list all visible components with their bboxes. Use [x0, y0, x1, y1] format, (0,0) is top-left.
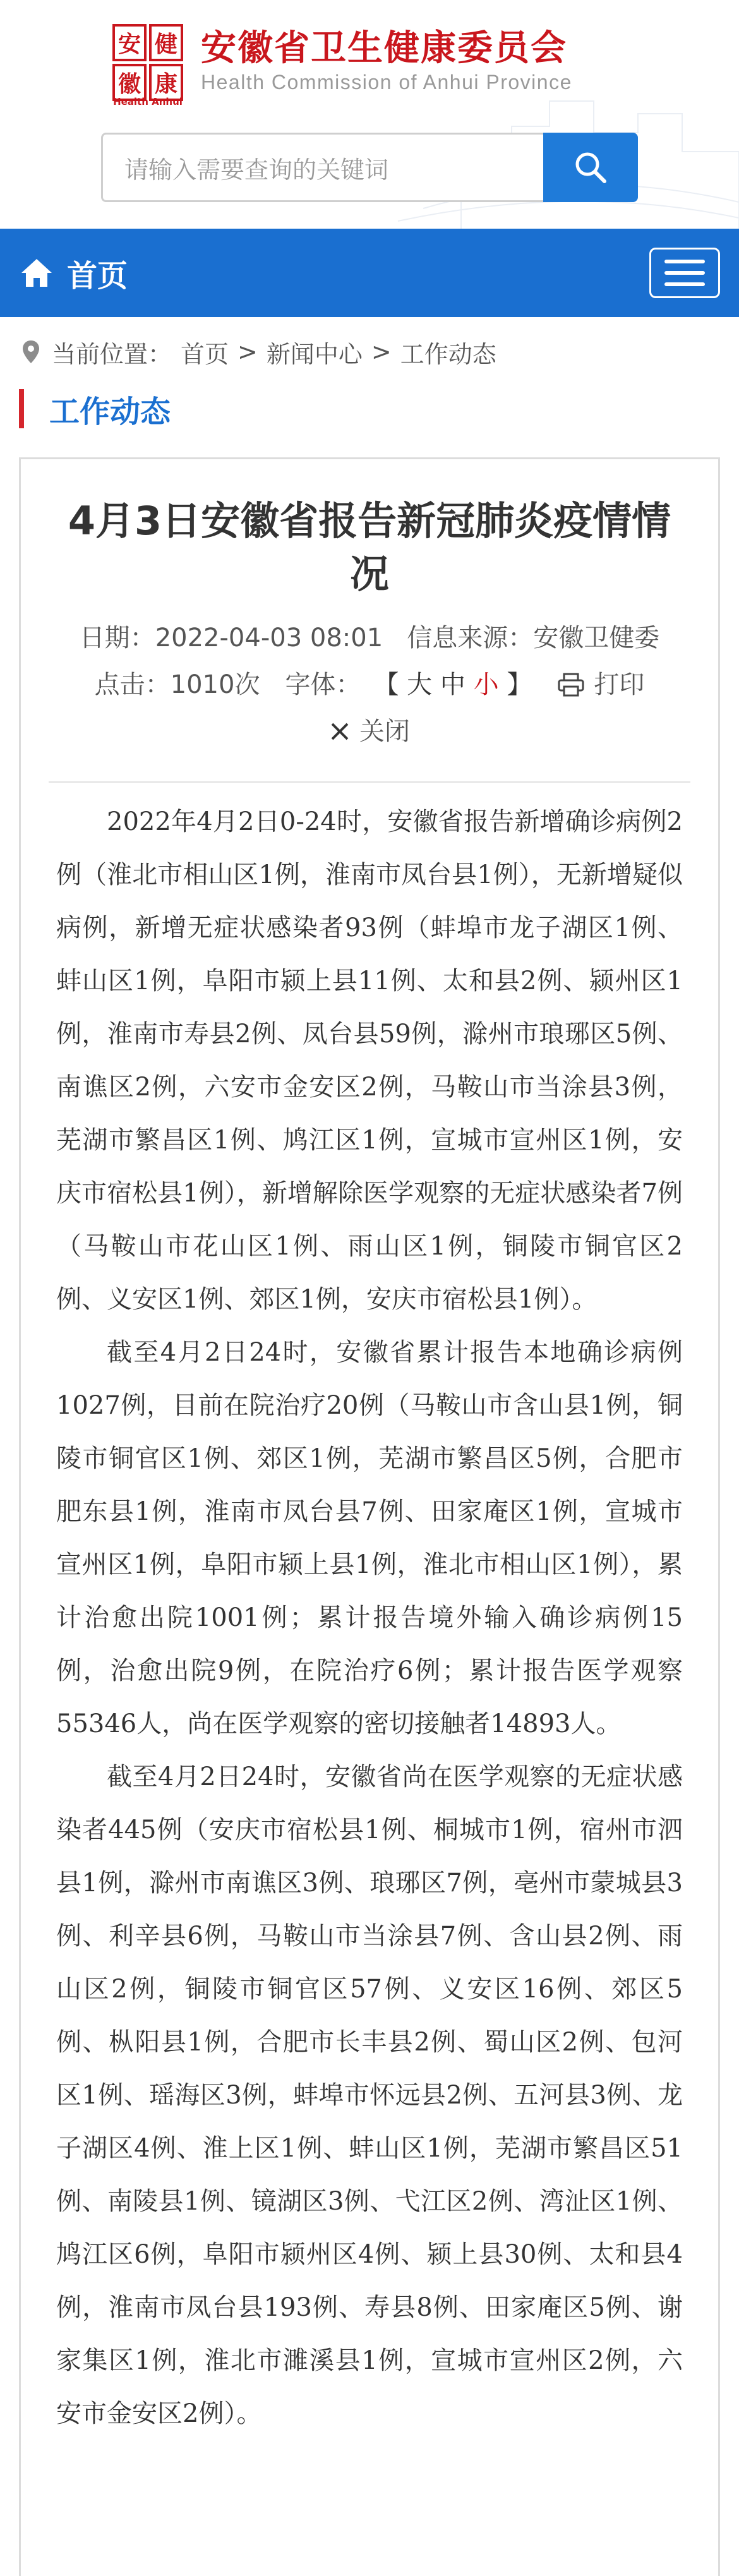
font-bracket-close: 】 [507, 670, 532, 699]
meta-line-date-source [21, 615, 718, 661]
site-title [201, 28, 572, 95]
site-header [0, 0, 739, 229]
nav-home-label: 首页 [67, 258, 128, 294]
breadcrumb-news-center[interactable]: 新闻中心 [266, 340, 363, 368]
breadcrumb [0, 317, 739, 387]
search-input[interactable]: 请输入需要查询的关键词 [101, 133, 543, 202]
home-icon [19, 256, 54, 289]
font-size-label: 字体： [285, 670, 361, 699]
search-button[interactable] [543, 133, 638, 202]
site-title-cn: 安徽省卫生健康委员会 [201, 28, 567, 69]
seal-char: 徽 [112, 64, 147, 101]
hamburger-menu-button[interactable] [649, 248, 720, 298]
print-label: 打印 [594, 670, 645, 699]
nav-home-link[interactable] [19, 251, 128, 295]
breadcrumb-separator: > [371, 338, 392, 366]
seal-char: 健 [149, 24, 183, 61]
hamburger-menu-icon [664, 260, 705, 263]
section-heading [19, 387, 739, 431]
article-title: 4月3日安徽省报告新冠肺炎疫情情况 [68, 498, 671, 597]
printer-icon [557, 672, 585, 697]
font-medium-button[interactable]: 中 [440, 670, 466, 699]
breadcrumb-home[interactable]: 首页 [181, 340, 229, 368]
breadcrumb-work-news[interactable]: 工作动态 [400, 340, 496, 368]
search-bar [101, 133, 638, 202]
article-body [56, 795, 683, 2440]
print-button[interactable] [557, 661, 644, 708]
font-bracket-open: 【 [373, 670, 399, 699]
article-paragraph: 截至4月2日24时，安徽省累计报告本地确诊病例1027例，目前在院治疗20例（马鞍山市含山县1例，铜陵市铜官区1例、郊区1例，芜湖市繁昌区5例，合肥市肥东县1例，淮南市凤台县7例、田家庵区1例，宣城市宣州区1例，阜阳市颍上县1例，淮北市相山区1例），累计治愈出院1001例；累计报告境外输入确诊病例15例，治愈出院9例，在院治疗6例；累计报告医学观察55346人，尚在医学观察的密切接触者14893人。 [56, 1338, 683, 1738]
article-paragraph: 2022年4月2日0-24时，安徽省报告新增确诊病例2例（淮北市相山区1例，淮南市凤台县1例），无新增疑似病例，新增无症状感染者93例（蚌埠市龙子湖区1例、蚌山区1例，阜阳市颍上县11例、太和县2例、颍州区1例，淮南市寿县2例、凤台县59例，滁州市琅琊区5例、南谯区2例，六安市金安区2例，马鞍山市当涂县3例，芜湖市繁昌区1例、鸠江区1例，宣城市宣州区1例，安庆市宿松县1例），新增解除医学观察的无症状感染者7例（马鞍山市花山区1例、雨山区1例，铜陵市铜官区2例、义安区1例、郊区1例，安庆市宿松县1例）。 [56, 807, 683, 1314]
close-label: 关闭 [359, 717, 410, 746]
site-title-en: Health Commission of Anhui Province [201, 71, 572, 93]
breadcrumb-separator: > [237, 338, 258, 366]
article-paragraph: 截至4月2日24时，安徽省尚在医学观察的无症状感染者445例（安庆市宿松县1例、桐城市1例，宿州市泗县1例，滁州市南谯区3例、琅琊区7例，亳州市蒙城县3例、利辛县6例，马鞍山市当涂县7例、含山县2例、雨山区2例，铜陵市铜官区57例、义安区16例、郊区5例、枞阳县1例，合肥市长丰县2例、蜀山区2例、包河区1例、瑶海区3例，蚌埠市怀远县2例、五河县3例、龙子湖区4例、淮上区1例、蚌山区1例，芜湖市繁昌区51例、南陵县1例、镜湖区3例、弋江区2例、湾沚区1例、鸠江区6例，阜阳市颍州区4例、颍上县30例、太和县4例，淮南市凤台县193例、寿县8例、田家庵区5例、谢家集区1例，淮北市濉溪县1例，宣城市宣州区2例，六安市金安区2例）。 [56, 1762, 683, 2428]
article-card [19, 457, 720, 2576]
section-title: 工作动态 [49, 394, 171, 430]
close-icon [329, 721, 351, 742]
seal-logo [112, 24, 183, 95]
main-nav [0, 229, 739, 317]
seal-char: 康 [149, 64, 183, 101]
search-icon [573, 150, 608, 185]
location-pin-icon [21, 339, 40, 364]
meta-divider [49, 781, 690, 783]
close-button[interactable] [329, 708, 410, 755]
site-logo[interactable] [112, 24, 572, 95]
source-label: 信息来源： [407, 623, 534, 653]
breadcrumb-prefix: 当前位置： [52, 340, 172, 368]
font-size-control [373, 661, 532, 708]
meta-line-tools [21, 661, 718, 708]
date-label: 日期： [79, 623, 155, 653]
source-value: 安徽卫健委 [533, 623, 660, 653]
date-value: 2022-04-03 08:01 [155, 623, 383, 653]
clicks-value: 1010次 [170, 670, 260, 699]
article-meta [21, 615, 718, 757]
clicks-label: 点击： [94, 670, 171, 699]
hamburger-menu-icon [664, 271, 705, 275]
seal-char: 安 [112, 24, 147, 61]
font-large-button[interactable]: 大 [407, 670, 433, 699]
seal-caption: Health Anhui [113, 96, 183, 107]
font-small-button[interactable]: 小 [473, 670, 499, 699]
section-accent-bar [19, 389, 24, 428]
hamburger-menu-icon [664, 282, 705, 286]
